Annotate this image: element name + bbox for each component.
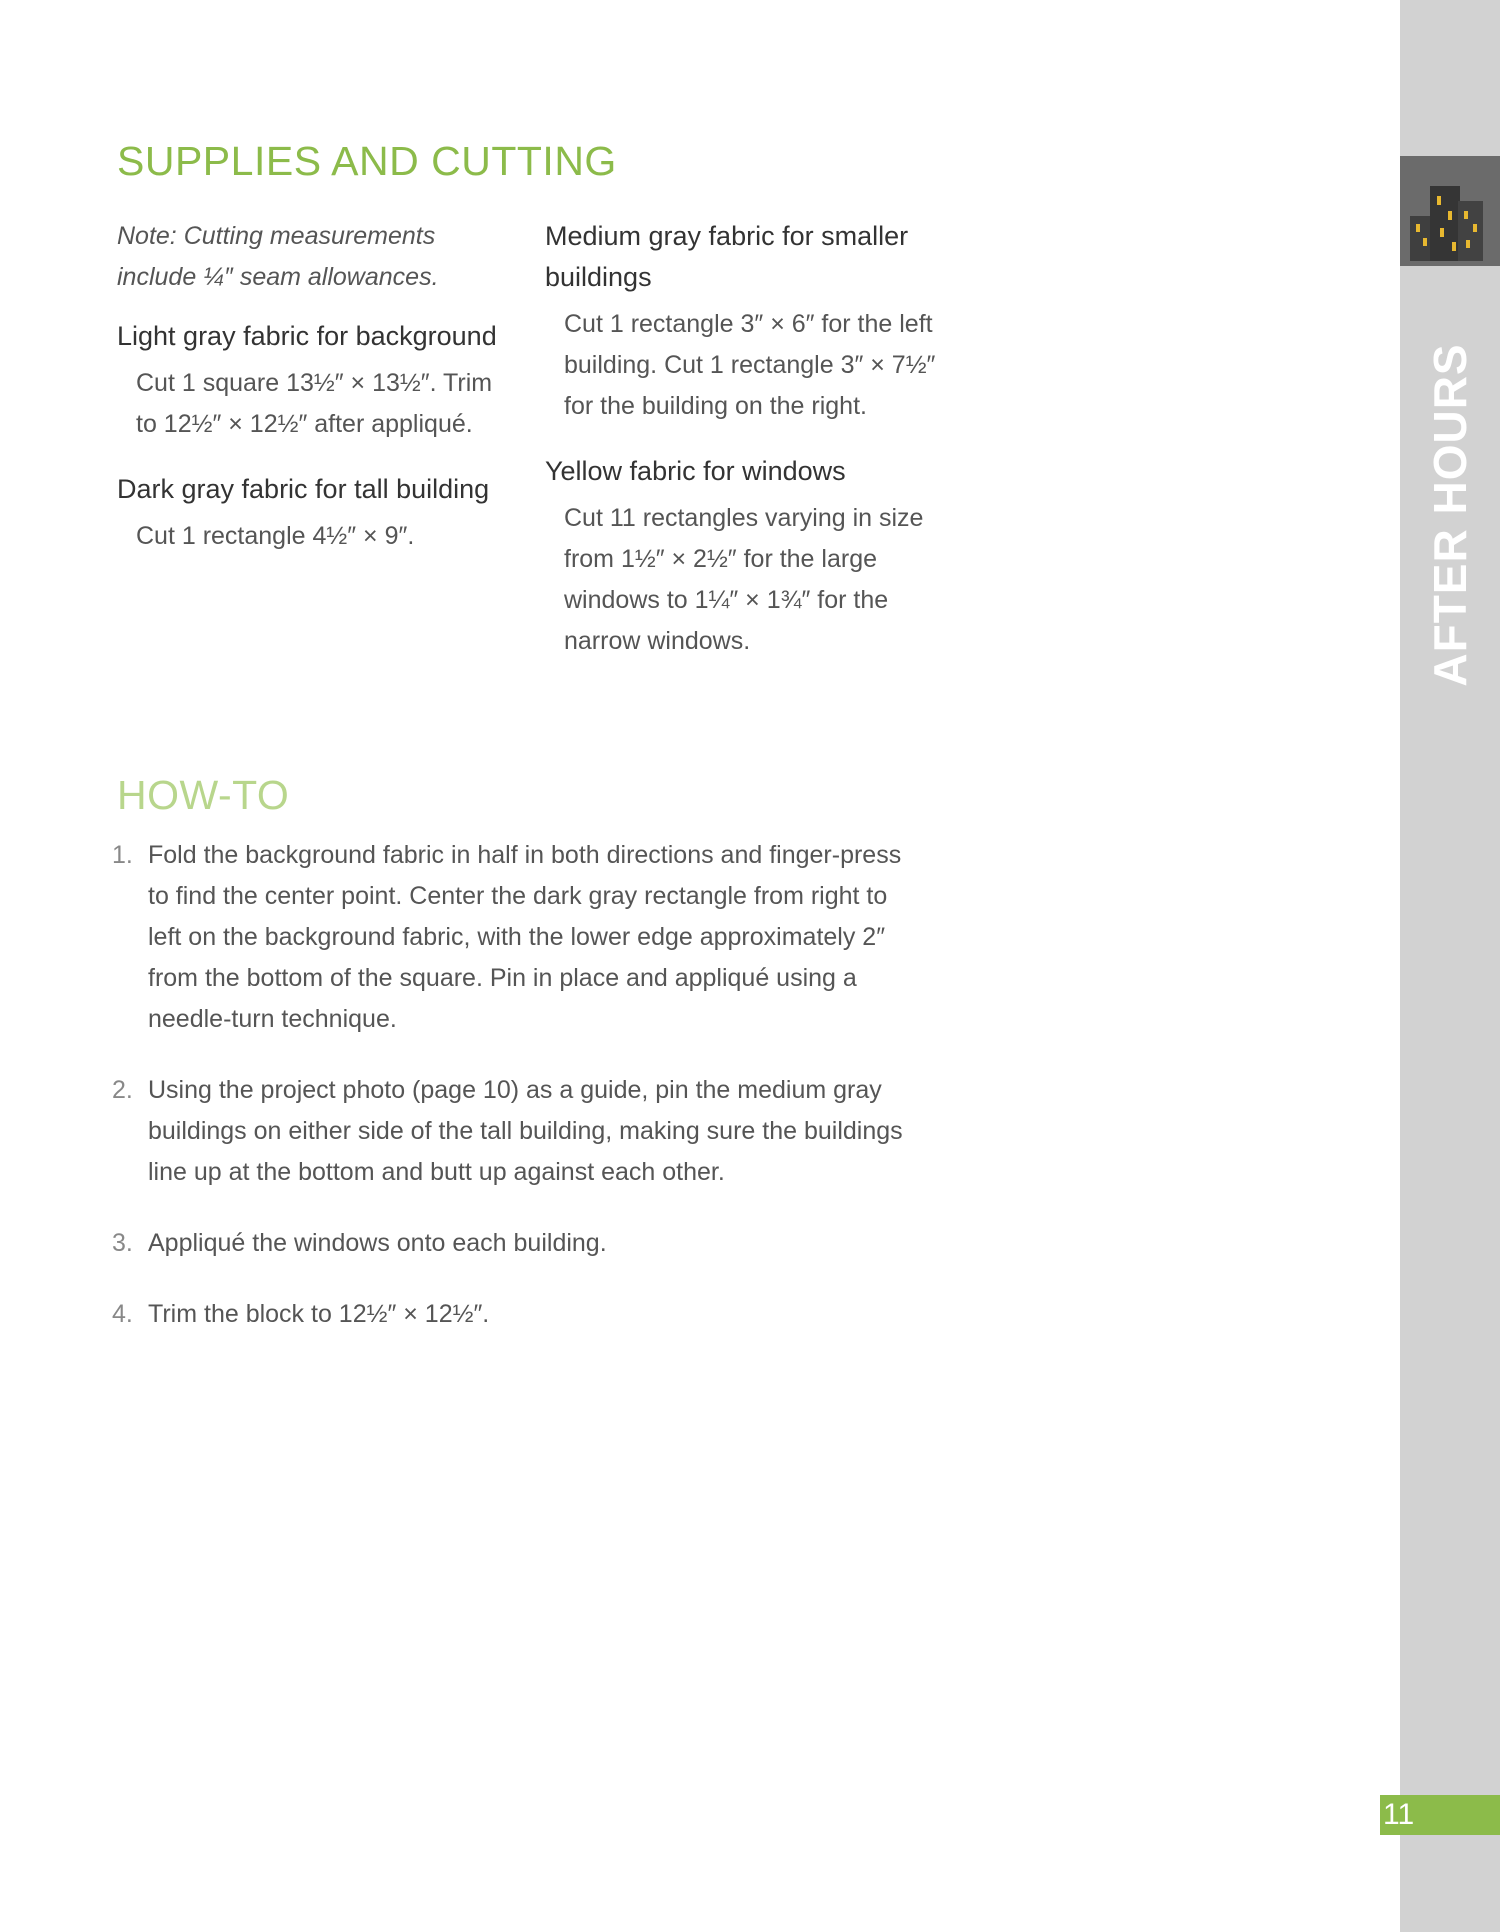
step-item: [112, 1070, 922, 1193]
step-text: Fold the background fabric in half in both directions and finger-press to find the center point. Center the dark gray rectangle from right to left on the background fabric, with the lower edge approximately 2″ from the bottom of the square. Pin in place and appliqué using a needle-turn technique.: [148, 841, 902, 1033]
fabric-instructions-tall-building: Cut 1 rectangle 4½″ × 9″.: [136, 522, 415, 550]
howto-steps-list: [112, 835, 922, 1365]
step-item: [112, 835, 922, 1040]
step-number: 4.: [112, 1300, 133, 1328]
fabric-instructions-background: Cut 1 square 13½″ × 13½″. Trim to 12½″ × 12½″ after appliqué.: [136, 369, 493, 438]
step-item: [112, 1223, 922, 1264]
step-text: Trim the block to 12½″ × 12½″.: [148, 1300, 490, 1328]
section-title: AFTER HOURS: [1424, 343, 1476, 687]
step-text: Using the project photo (page 10) as a guide, pin the medium gray buildings on either side of the tall building, making sure the buildings line up at the bottom and butt up against each other.: [148, 1076, 903, 1186]
page-number: [1380, 1795, 1500, 1835]
cutting-note: Note: Cutting measurements include ¼″ seam allowances.: [117, 222, 439, 291]
fabric-title-background: Light gray fabric for background: [117, 321, 497, 351]
supplies-right-column: [545, 216, 945, 686]
step-number: 2.: [112, 1076, 133, 1104]
page-number-label: 11: [1383, 1798, 1415, 1831]
chapter-sidebar: [1400, 0, 1500, 1932]
fabric-title-windows: Yellow fabric for windows: [545, 456, 846, 486]
fabric-instructions-smaller-buildings: Cut 1 rectangle 3″ × 6″ for the left building. Cut 1 rectangle 3″ × 7½″ for the building on the right.: [564, 310, 936, 420]
fabric-instructions-windows: Cut 11 rectangles varying in size from 1½″ × 2½″ for the large windows to 1¼″ × 1¾″ for the narrow windows.: [564, 504, 924, 655]
city-buildings-icon: [1400, 156, 1500, 266]
fabric-title-tall-building: Dark gray fabric for tall building: [117, 474, 490, 504]
supplies-left-column: [117, 216, 517, 581]
step-text: Appliqué the windows onto each building.: [148, 1229, 607, 1257]
step-number: 1.: [112, 841, 133, 869]
howto-heading: HOW-TO: [117, 772, 290, 818]
step-item: [112, 1294, 922, 1335]
fabric-title-smaller-buildings: Medium gray fabric for smaller buildings: [545, 221, 909, 292]
supplies-heading: SUPPLIES AND CUTTING: [117, 138, 617, 184]
step-number: 3.: [112, 1229, 133, 1257]
